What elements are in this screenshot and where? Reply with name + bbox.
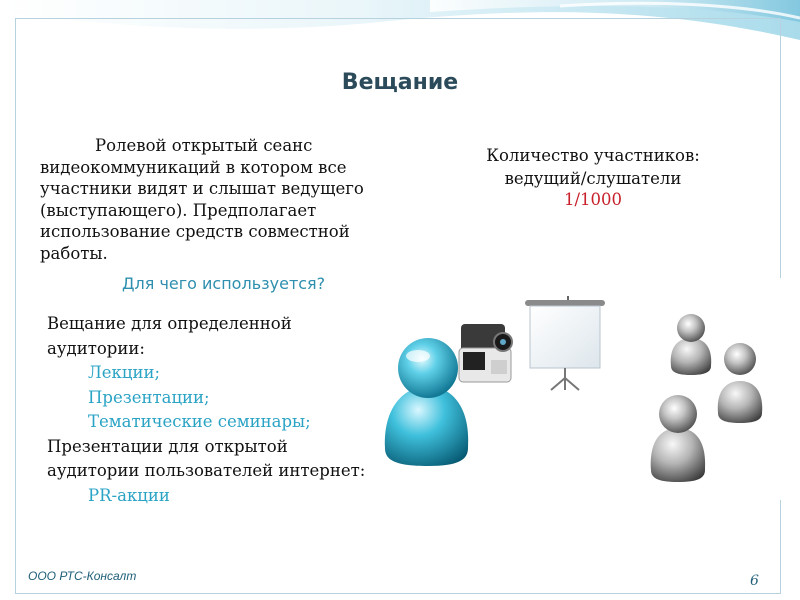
participants-count-label: Количество участников: ведущий/слушатели (486, 146, 700, 188)
usage-item: PR-акции (88, 485, 170, 505)
broadcast-illustration (373, 278, 798, 500)
description-paragraph (40, 135, 390, 264)
page-number: 6 (750, 573, 759, 589)
usage-heading: Презентации для открытой аудитории пользователей интернет: (47, 436, 366, 480)
slide-title: Вещание (341, 70, 459, 95)
video-camera-icon (459, 324, 512, 382)
usage-item: Лекции; (88, 363, 161, 382)
footer-company-name: ООО РТС-Консалт (28, 569, 137, 583)
usage-item: Тематические семинары; (88, 412, 311, 431)
usage-heading: Вещание для определенной аудитории: (47, 314, 292, 358)
usage-item: Презентации; (88, 387, 210, 407)
participants-count-value: 1/1000 (563, 190, 623, 209)
description-text: Ролевой открытый сеанс видеокоммуникаций в котором все участники видят и слышат ведущего (выступающего). Предполагает использование средств совместной работы. (40, 136, 364, 263)
usage-list (47, 312, 367, 508)
usage-question: Для чего используется? (122, 274, 326, 293)
